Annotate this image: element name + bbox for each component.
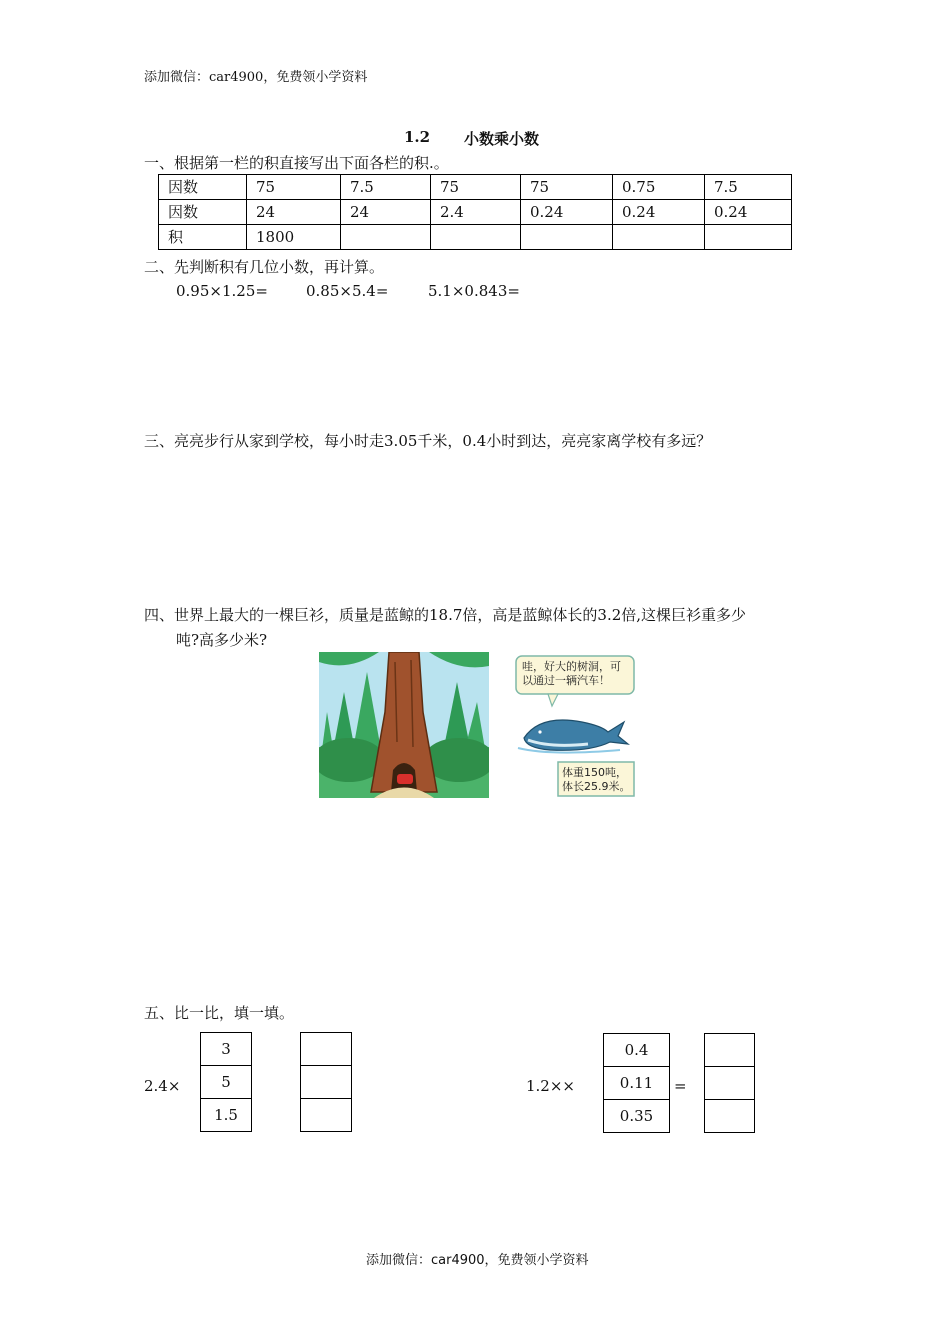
page-title: 小数乘小数	[464, 130, 540, 148]
q2-expression-3: 5.1×0.843=	[428, 282, 520, 300]
q5-left-factor-2: 5	[200, 1065, 252, 1099]
whale-illustration	[510, 652, 636, 798]
table-cell: 0.75	[613, 175, 705, 200]
table-cell: 积	[159, 225, 247, 250]
tree-tunnel-picture	[319, 652, 489, 798]
answer-cell[interactable]	[431, 225, 521, 250]
table-cell: 75	[431, 175, 521, 200]
tree-illustration	[319, 652, 489, 798]
q5-left-factor-3: 1.5	[200, 1098, 252, 1132]
answer-cell[interactable]	[705, 225, 792, 250]
footer-note: 添加微信：car4900，免费领小学资料	[366, 1253, 589, 1268]
table-cell: 7.5	[341, 175, 431, 200]
q2-expression-2: 0.85×5.4=	[306, 282, 389, 300]
q5-right-prefix: 1.2××	[526, 1077, 575, 1095]
table-cell: 1800	[247, 225, 341, 250]
table-cell: 24	[341, 200, 431, 225]
q5-left-answer-2[interactable]	[300, 1065, 352, 1099]
q4-prompt-line-1: 四、世界上最大的一棵巨衫，质量是蓝鲸的18.7倍，高是蓝鲸体长的3.2倍,这棵巨衫重多少	[144, 606, 747, 624]
whale-weight: 体重150吨，	[562, 766, 627, 779]
q5-right-answer-1[interactable]	[704, 1033, 755, 1067]
q5-equals-sign: =	[674, 1077, 687, 1095]
q2-prompt: 二、先判断积有几位小数，再计算。	[144, 258, 385, 276]
table-cell: 因数	[159, 175, 247, 200]
q1-prompt: 一、根据第一栏的积直接写出下面各栏的积.。	[144, 154, 449, 172]
table-cell: 7.5	[705, 175, 792, 200]
answer-cell[interactable]	[521, 225, 613, 250]
speech-line-2: 以通过一辆汽车！	[522, 674, 610, 687]
q5-left-answer-3[interactable]	[300, 1098, 352, 1132]
table-cell: 0.24	[521, 200, 613, 225]
q5-left-answer-1[interactable]	[300, 1032, 352, 1066]
whale-length: 体长25.9米。	[562, 780, 631, 793]
table-cell: 2.4	[431, 200, 521, 225]
table-cell: 因数	[159, 200, 247, 225]
table-cell: 75	[247, 175, 341, 200]
q2-expression-1: 0.95×1.25=	[176, 282, 268, 300]
q5-right-factor-1: 0.4	[603, 1033, 670, 1067]
q4-prompt-line-2: 吨?高多少米?	[176, 631, 268, 649]
table-row	[159, 200, 792, 225]
table-cell: 0.24	[705, 200, 792, 225]
q3-prompt: 三、亮亮步行从家到学校，每小时走3.05千米，0.4小时到达，亮亮家离学校有多远？	[144, 432, 712, 450]
header-note: 添加微信：car4900，免费领小学资料	[144, 70, 368, 85]
q5-prompt: 五、比一比，填一填。	[144, 1004, 295, 1022]
table-row	[159, 175, 792, 200]
q5-left-prefix: 2.4×	[144, 1077, 181, 1095]
q5-left-factor-1: 3	[200, 1032, 252, 1066]
lesson-number: 1.2	[404, 128, 431, 146]
q1-table	[158, 174, 792, 250]
q5-right-answer-3[interactable]	[704, 1099, 755, 1133]
table-cell: 75	[521, 175, 613, 200]
q5-right-factor-2: 0.11	[603, 1066, 670, 1100]
table-cell: 24	[247, 200, 341, 225]
table-row	[159, 225, 792, 250]
q5-right-factor-3: 0.35	[603, 1099, 670, 1133]
answer-cell[interactable]	[341, 225, 431, 250]
table-cell: 0.24	[613, 200, 705, 225]
q5-right-answer-2[interactable]	[704, 1066, 755, 1100]
speech-line-1: 哇，好大的树洞，可	[522, 660, 621, 673]
answer-cell[interactable]	[613, 225, 705, 250]
